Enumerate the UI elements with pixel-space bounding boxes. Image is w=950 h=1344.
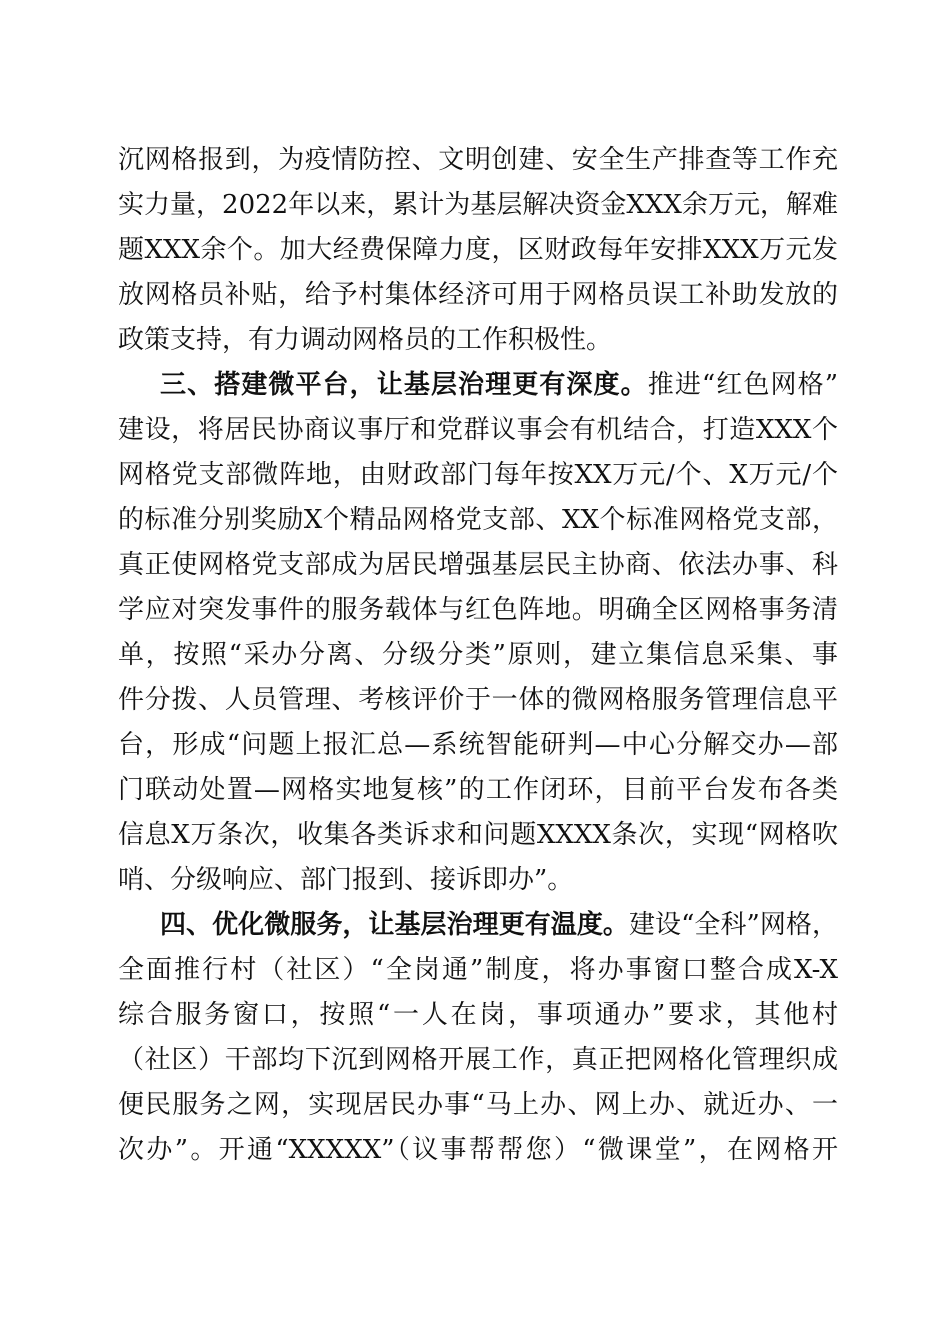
section-heading-line xyxy=(160,905,838,945)
heading-line-rest: 建设“全科”网格， xyxy=(628,910,838,940)
paragraph-line: 放网格员补贴，给予村集体经济可用于网格员误工补助发放的 xyxy=(118,280,838,310)
paragraph-line: 哨、分级响应、部门报到、接诉即办”。 xyxy=(118,865,574,895)
paragraph-line: （社区）干部均下沉到网格开展工作，真正把网格化管理织成 xyxy=(118,1045,838,1075)
paragraph-line: 题XXX余个。加大经费保障力度，区财政每年安排XXX万元发 xyxy=(118,235,838,265)
paragraph-line: 次办”。开通“XXXXX”（议事帮帮您）“微课堂”，在网格开 xyxy=(118,1135,838,1165)
paragraph-line: 台，形成“问题上报汇总—系统智能研判—中心分解交办—部 xyxy=(118,730,838,760)
paragraph-line: 沉网格报到，为疫情防控、文明创建、安全生产排查等工作充 xyxy=(118,145,838,175)
paragraph-line: 综合服务窗口，按照“一人在岗，事项通办”要求，其他村 xyxy=(118,1000,838,1030)
paragraph-line: 政策支持，有力调动网格员的工作积极性。 xyxy=(118,325,613,355)
paragraph-line: 全面推行村（社区）“全岗通”制度，将办事窗口整合成X-X xyxy=(118,955,838,985)
section-heading: 四、优化微服务，让基层治理更有温度。 xyxy=(160,910,629,940)
paragraph-line: 建设，将居民协商议事厅和党群议事会有机结合，打造XXX个 xyxy=(118,415,838,445)
paragraph-line: 网格党支部微阵地，由财政部门每年按XX万元/个、X万元/个 xyxy=(118,460,838,490)
heading-line-rest: 推进“红色网格” xyxy=(647,370,838,400)
paragraph-line: 的标准分别奖励X个精品网格党支部、XX个标准网格党支部， xyxy=(118,505,838,535)
section-heading-line xyxy=(160,365,838,405)
paragraph-line: 单，按照“采办分离、分级分类”原则，建立集信息采集、事 xyxy=(118,640,838,670)
paragraph-line: 实力量，2022年以来，累计为基层解决资金XXX余万元，解难 xyxy=(118,190,838,220)
paragraph-line: 真正使网格党支部成为居民增强基层民主协商、依法办事、科 xyxy=(118,550,838,580)
section-heading: 三、搭建微平台，让基层治理更有深度。 xyxy=(160,370,648,400)
paragraph-line: 便民服务之网，实现居民办事“马上办、网上办、就近办、一 xyxy=(118,1090,838,1120)
paragraph-line: 门联动处置—网格实地复核”的工作闭环，目前平台发布各类 xyxy=(118,775,838,805)
paragraph-line: 信息X万条次，收集各类诉求和问题XXXX条次，实现“网格吹 xyxy=(118,820,838,850)
paragraph-line: 学应对突发事件的服务载体与红色阵地。明确全区网格事务清 xyxy=(118,595,838,625)
paragraph-line: 件分拨、人员管理、考核评价于一体的微网格服务管理信息平 xyxy=(118,685,838,715)
